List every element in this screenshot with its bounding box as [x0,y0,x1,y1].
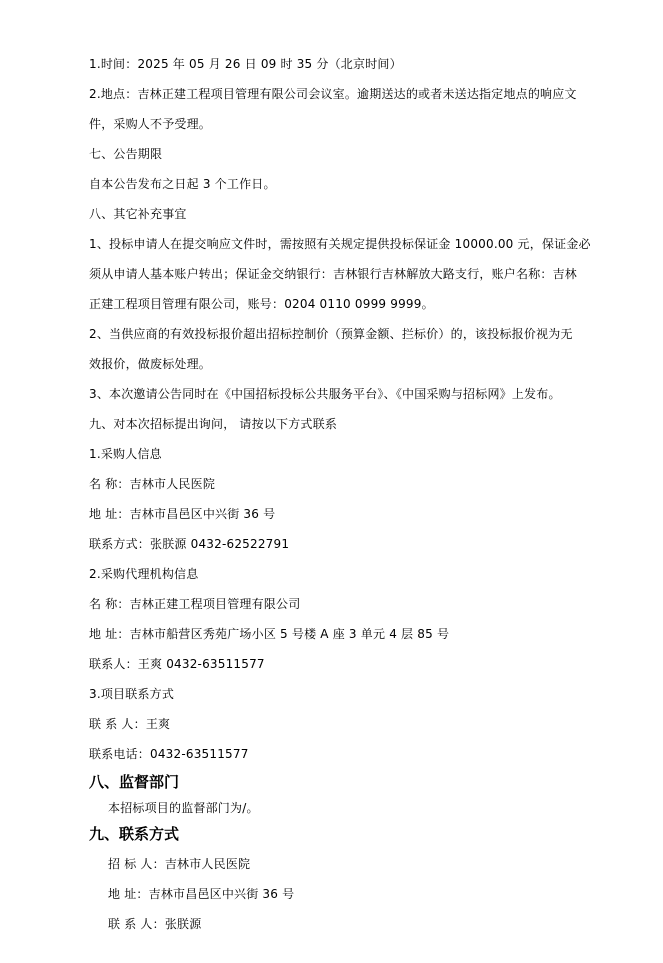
location-line: 2.地点：吉林正建工程项目管理有限公司会议室。逾期送达的或者未送达指定地点的响应文 [89,87,577,101]
opening-time-line: 1.时间：2025 年 05 月 26 日 09 时 35 分（北京时间） [89,57,402,71]
agency-contact: 联系人：王爽 0432-63511577 [89,657,265,671]
supplement-2-line-2: 效报价，做废标处理。 [89,357,212,371]
section-8-title: 八、其它补充事宜 [89,207,187,221]
project-contact-title: 3.项目联系方式 [89,687,175,701]
supervision-text: 本招标项目的监督部门为/。 [108,801,259,815]
section-7-title: 七、公告期限 [89,147,163,161]
purchaser-address: 地 址：吉林市昌邑区中兴街 36 号 [89,507,276,521]
contact-address: 地 址：吉林市昌邑区中兴街 36 号 [108,887,295,901]
agency-address: 地 址：吉林市船营区秀苑广场小区 5 号楼 A 座 3 单元 4 层 85 号 [89,627,450,641]
supervision-heading: 八、监督部门 [89,773,180,791]
contact-heading: 九、联系方式 [89,825,180,843]
notice-period-text: 自本公告发布之日起 3 个工作日。 [89,177,276,191]
purchaser-info-title: 1.采购人信息 [89,447,162,461]
supplement-3-line: 3、本次邀请公告同时在《中国招标投标公共服务平台》、《中国采购与招标网》上发布。 [89,387,561,401]
supplement-1-line-1: 1、投标申请人在提交响应文件时，需按照有关规定提供投标保证金 10000.00 元，保证金必 [89,237,591,251]
location-line-continued: 件，采购人不予受理。 [89,117,212,131]
supplement-2-line-1: 2、当供应商的有效投标报价超出招标控制价（预算金额、拦标价）的，该投标报价视为无 [89,327,573,341]
supplement-1-line-3: 正建工程项目管理有限公司，账号：0204 0110 0999 9999。 [89,297,434,311]
agency-name: 名 称：吉林正建工程项目管理有限公司 [89,597,301,611]
project-contact-phone: 联系电话：0432-63511577 [89,747,249,761]
contact-bidder: 招 标 人：吉林市人民医院 [108,857,251,871]
contact-person: 联 系 人：张朕源 [108,917,202,931]
purchaser-contact: 联系方式：张朕源 0432-62522791 [89,537,290,551]
supplement-1-line-2: 须从申请人基本账户转出；保证金交纳银行：吉林银行吉林解放大路支行，账户名称：吉林 [89,267,578,281]
section-9-title: 九、对本次招标提出询问， 请按以下方式联系 [89,417,338,431]
purchaser-name: 名 称：吉林市人民医院 [89,477,216,491]
agency-info-title: 2.采购代理机构信息 [89,567,199,581]
project-contact-person: 联 系 人：王爽 [89,717,171,731]
